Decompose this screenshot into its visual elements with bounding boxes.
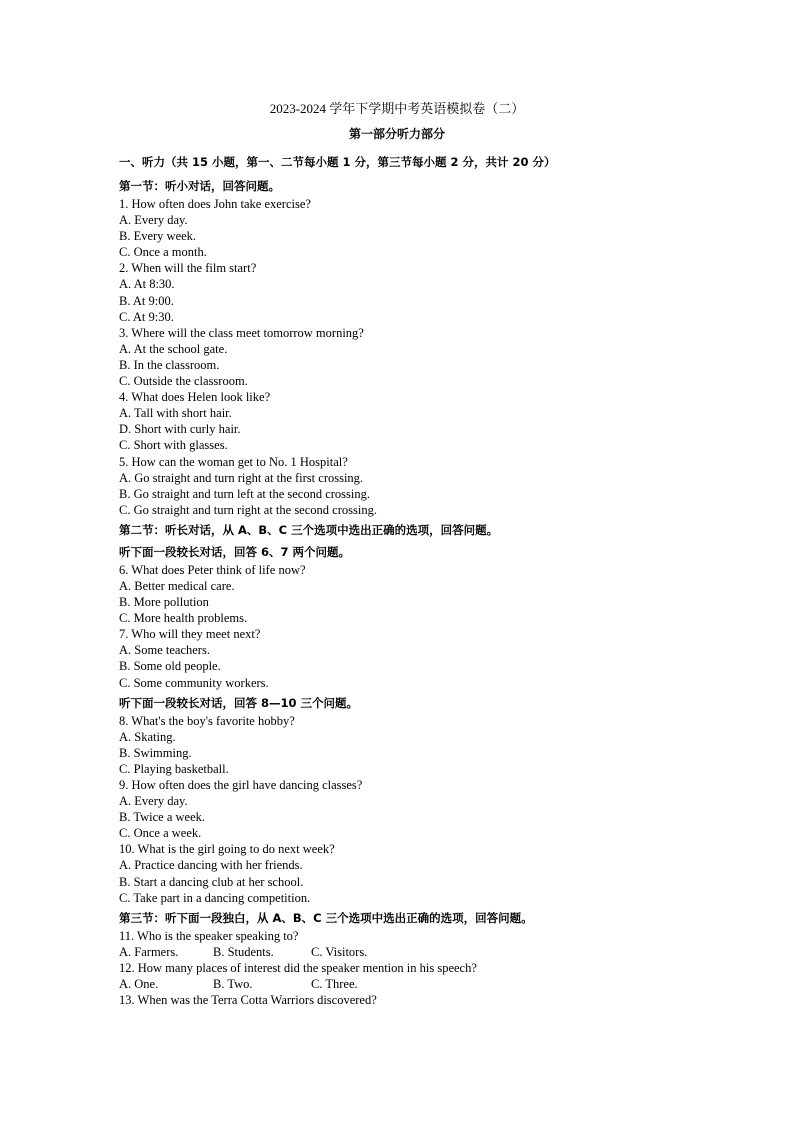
option-row xyxy=(119,944,719,960)
exam-title: 2023-2024 学年下学期中考英语模拟卷（二） xyxy=(269,101,525,116)
question-block xyxy=(119,196,719,260)
section1-heading: 第一节：听小对话，回答问题。 xyxy=(119,179,280,193)
option: C. Three. xyxy=(311,977,358,992)
section3-heading: 第三节：听下面一段独白，从 A、B、C 三个选项中选出正确的选项，回答问题。 xyxy=(119,910,533,925)
option: C. Playing basketball. xyxy=(119,761,229,776)
option: D. Short with curly hair. xyxy=(119,422,241,437)
option: C. More health problems. xyxy=(119,611,248,626)
question-block xyxy=(119,713,719,777)
question-block xyxy=(119,454,719,518)
option: B. More pollution xyxy=(119,595,209,610)
option: C. Once a week. xyxy=(119,826,202,841)
question-text: 11. Who is the speaker speaking to? xyxy=(119,928,299,943)
option: B. In the classroom. xyxy=(119,357,220,372)
option: B. Go straight and turn left at the second crossing. xyxy=(119,486,370,501)
question-text: 5. How can the woman get to No. 1 Hospital? xyxy=(119,454,348,469)
question-text: 4. What does Helen look like? xyxy=(119,390,271,405)
group1-heading: 听下面一段较长对话，回答 6、7 两个问题。 xyxy=(119,544,351,559)
listening-heading: 一、听力（共 15 小题，第一、二节每小题 1 分，第三节每小题 2 分，共计 20 分） xyxy=(119,155,556,169)
option: A. Farmers. xyxy=(119,944,179,959)
question-block xyxy=(119,841,719,905)
option: B. Some old people. xyxy=(119,659,221,674)
question-text: 10. What is the girl going to do next week? xyxy=(119,842,335,857)
option: C. Once a month. xyxy=(119,245,207,260)
option: B. Students. xyxy=(213,944,274,959)
option-row xyxy=(119,976,719,992)
question-block xyxy=(119,562,719,626)
option: C. Go straight and turn right at the second crossing. xyxy=(119,502,377,517)
option: B. Twice a week. xyxy=(119,810,206,825)
question-block xyxy=(119,260,719,324)
option: C. Take part in a dancing competition. xyxy=(119,890,311,905)
part-title: 第一部分听力部分 xyxy=(348,127,445,141)
question-block xyxy=(119,325,719,389)
question-text: 12. How many places of interest did the speaker mention in his speech? xyxy=(119,960,477,975)
question-block xyxy=(119,960,719,992)
question-text: 7. Who will they meet next? xyxy=(119,627,261,642)
option: A. Tall with short hair. xyxy=(119,406,232,421)
option: B. Every week. xyxy=(119,229,197,244)
question-block xyxy=(119,626,719,690)
option: C. Short with glasses. xyxy=(119,438,228,453)
option: B. Start a dancing club at her school. xyxy=(119,874,304,889)
option: B. Swimming. xyxy=(119,745,192,760)
option: B. At 9:00. xyxy=(119,293,174,308)
option: A. At the school gate. xyxy=(119,341,228,356)
question-text: 2. When will the film start? xyxy=(119,261,257,276)
option: A. One. xyxy=(119,977,159,992)
question-text: 3. Where will the class meet tomorrow morning? xyxy=(119,325,364,340)
option: A. Go straight and turn right at the first crossing. xyxy=(119,470,364,485)
question-block xyxy=(119,928,719,960)
question-text: 13. When was the Terra Cotta Warriors discovered? xyxy=(119,993,377,1008)
option: C. Visitors. xyxy=(311,944,368,959)
option: A. At 8:30. xyxy=(119,277,175,292)
option: A. Better medical care. xyxy=(119,578,235,593)
option: C. At 9:30. xyxy=(119,309,174,324)
option: A. Some teachers. xyxy=(119,643,210,658)
option: A. Skating. xyxy=(119,729,176,744)
option: B. Two. xyxy=(213,977,253,992)
option: C. Outside the classroom. xyxy=(119,374,248,389)
question-text: 8. What's the boy's favorite hobby? xyxy=(119,713,295,728)
listening-section xyxy=(119,150,719,1008)
option: A. Practice dancing with her friends. xyxy=(119,858,303,873)
question-block xyxy=(119,389,719,453)
option: A. Every day. xyxy=(119,794,188,809)
option: A. Every day. xyxy=(119,213,188,228)
group2-heading: 听下面一段较长对话，回答 8—10 三个问题。 xyxy=(119,695,359,710)
question-text: 6. What does Peter think of life now? xyxy=(119,562,306,577)
option: C. Some community workers. xyxy=(119,675,269,690)
question-block xyxy=(119,992,719,1008)
question-text: 1. How often does John take exercise? xyxy=(119,197,311,211)
section2-heading: 第二节：听长对话，从 A、B、C 三个选项中选出正确的选项，回答问题。 xyxy=(119,522,499,537)
question-text: 9. How often does the girl have dancing classes? xyxy=(119,778,363,792)
question-block xyxy=(119,777,719,841)
